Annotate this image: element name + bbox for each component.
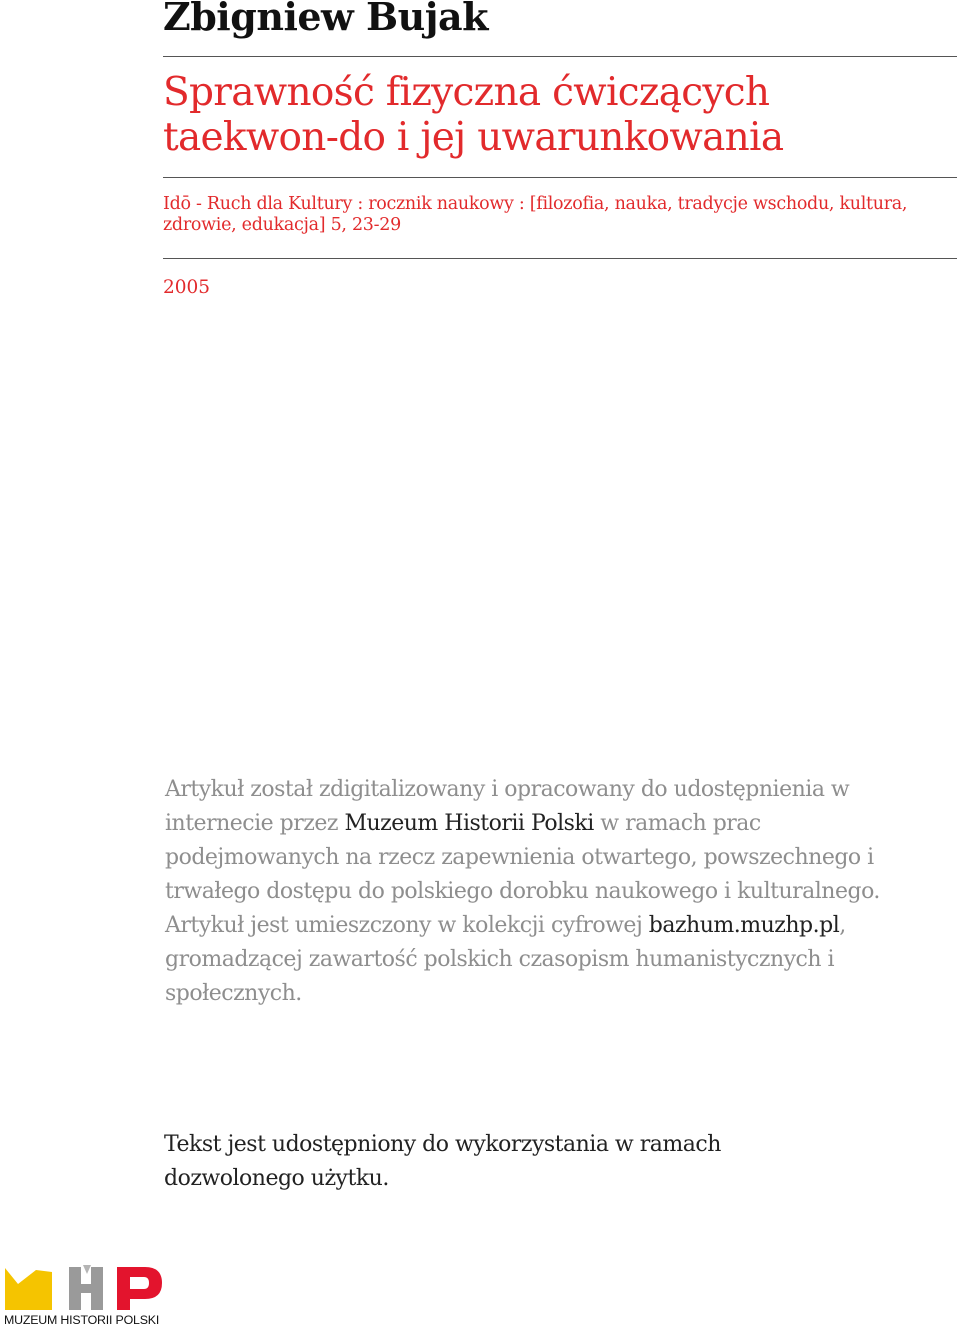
article-title: Sprawność fizyczna ćwiczących taekwon-do i jej uwarunkowania bbox=[163, 70, 784, 160]
divider bbox=[163, 258, 957, 259]
logo-yellow-mark bbox=[5, 1268, 52, 1310]
notice-text: Artykuł został zdigitalizowany i opracowany do udostępnienia w internecie przez bbox=[165, 777, 850, 836]
museum-logo bbox=[3, 1262, 165, 1328]
publication-year: 2005 bbox=[163, 277, 211, 298]
divider bbox=[163, 56, 957, 57]
museum-logo-icon bbox=[3, 1262, 165, 1314]
logo-label: MUZEUM HISTORII POLSKI bbox=[4, 1313, 160, 1327]
author-name: Zbigniew Bujak bbox=[163, 0, 488, 39]
logo-gray-mark bbox=[83, 1265, 91, 1274]
digitization-notice bbox=[165, 773, 935, 1011]
divider bbox=[163, 177, 957, 178]
license-notice: Tekst jest udostępniony do wykorzystania w ramach dozwolonego użytku. bbox=[164, 1132, 721, 1191]
source-citation: Idō - Ruch dla Kultury : rocznik naukowy : [filozofia, nauka, tradycje wschodu, kultura, zdrowie, edukacja] 5, 23-29 bbox=[163, 194, 908, 235]
logo-gray-mark bbox=[69, 1267, 103, 1310]
logo-red-mark bbox=[117, 1267, 162, 1310]
notice-text: w ramach prac podejmowanych na rzecz zapewnienia otwartego, powszechnego i trwałego dostępu do polskiego dorobku naukowego i kulturalnego. Artykuł jest umieszczony w kolekcji cyfrowej bbox=[165, 811, 880, 938]
museum-name: Muzeum Historii Polski bbox=[344, 811, 594, 836]
collection-site-link[interactable]: bazhum.muzhp.pl bbox=[648, 913, 840, 938]
notice-text: , gromadzącej zawartość polskich czasopism humanistycznych i społecznych. bbox=[165, 913, 846, 1006]
